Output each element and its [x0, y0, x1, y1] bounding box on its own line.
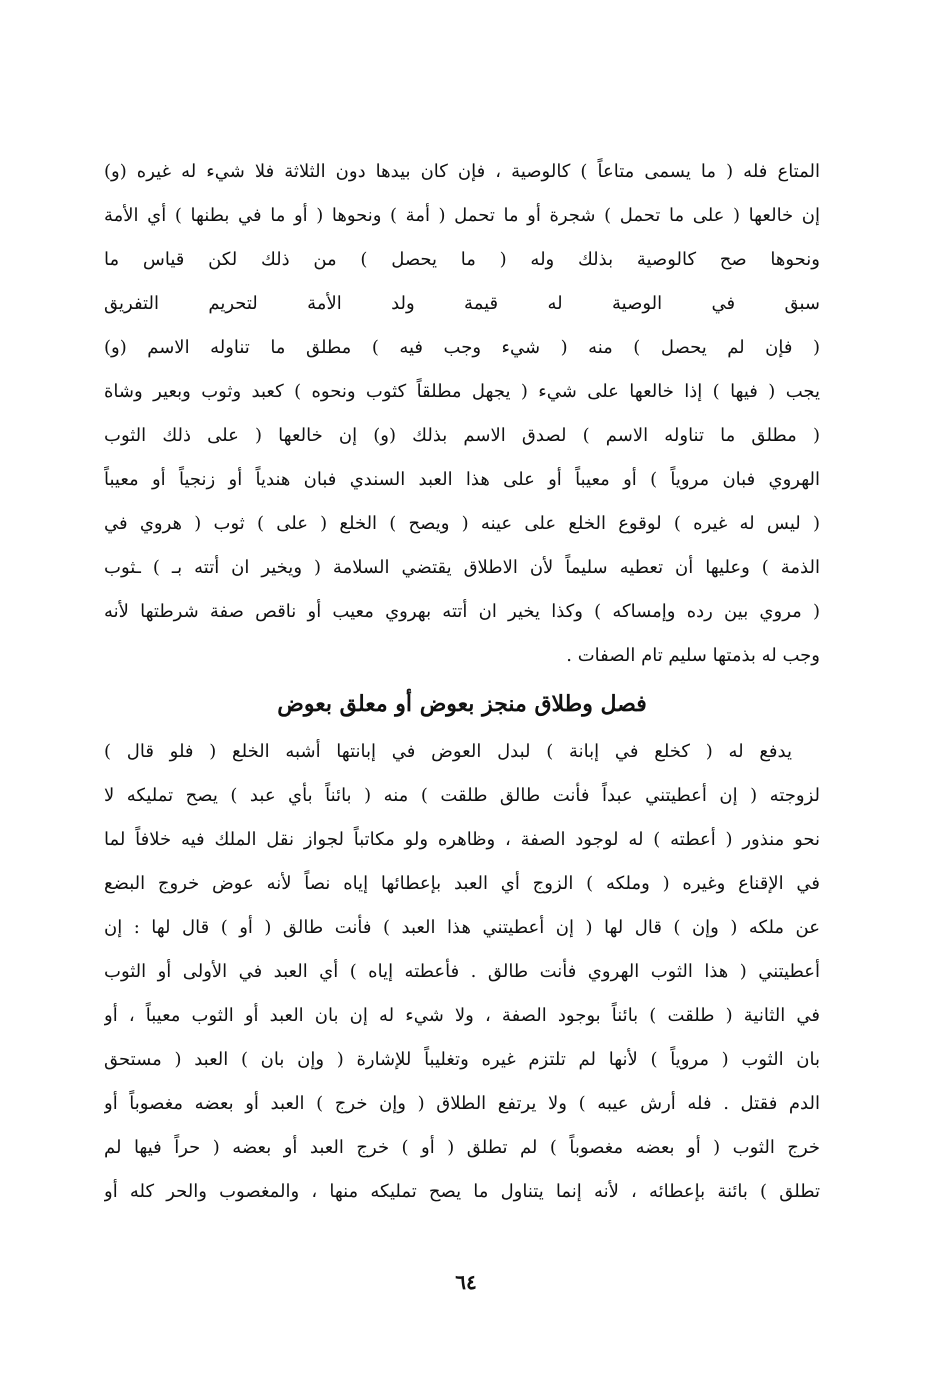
text-line: الذمة ) وعليها أن تعطيه سليماً لأن الاطلاق يقتضي السلامة ( ويخير ان أتته بـ ) ـثوب [104, 557, 820, 578]
text-line: ( مروي بين رده وإمساكه ) وكذا يخير ان أتته بهروي معيب أو ناقص صفة شرطتها لأنه [104, 601, 820, 622]
text-line: أعطيتني ( هذا الثوب الهروي فأنت طالق . فأعطته إياه ) أي العبد في الأولى أو الثوب [104, 961, 820, 982]
text-line: ( مطلق ما تناوله الاسم ) لصدق الاسم بذلك (و) إن خالعها ( على ذلك الثوب [104, 425, 820, 446]
text-line: المتاع فله ( ما يسمى متاعاً ) كالوصية ، فإن كان بيدها دون الثلاثة فلا شيء له غيره (و) [104, 161, 820, 182]
text-line: خرج الثوب ( أو بعضه مغصوباً ) لم تطلق ( أو ) خرج العبد أو بعضه ( حراً فيها لم [104, 1137, 820, 1158]
text-line: بان الثوب ( مروياً ) لأنها لم تلتزم غيره وتغليباً للإشارة ( وإن بان ) العبد ( مستحق [104, 1049, 820, 1070]
text-line: سبق في الوصية له قيمة ولد الأمة لتحريم التفريق [104, 293, 820, 314]
text-line: نحو منذور ( أعطته ) له لوجود الصفة ، وظاهره ولو مكاتباً لجواز نقل الملك فيه خلافاً لما [104, 829, 820, 850]
text-line: في الثانية ( طلقت ) بائناً بوجود الصفة ، ولا شيء له إن بان العبد أو الثوب معيباً ، أو [104, 1005, 820, 1026]
text-line: تطلق ) بائنة بإعطائه ، لأنه إنما يتناول ما يصح تمليكه منها ، والمغصوب والحر كله أو [104, 1181, 820, 1202]
text-line: وجب له بذمتها سليم تام الصفات . [566, 645, 820, 666]
text-line: ونحوها صح كالوصية بذلك وله ( ما يحصل ) من ذلك لكن قياس ما [104, 249, 820, 270]
section-2 [104, 730, 820, 1214]
text-line: ( ليس له غيره ) لوقوع الخلع على عينه ( ويصح ) الخلع ( على ) ثوب ( هروي في [104, 513, 820, 534]
text-line: في الإقناع وغيره ( وملكه ) الزوج أي العبد بإعطائها إياه نصاً لأنه عوض خروج البضع [104, 873, 820, 894]
page-number: ٦٤ [455, 1270, 477, 1294]
text-line: الهروي فبان مروياً ) أو معيباً أو على هذا العبد السندي فبان هندياً أو زنجياً أو معيباً [104, 469, 820, 490]
section-heading: فصل وطلاق منجز بعوض أو معلق بعوض [277, 691, 647, 717]
section-1 [104, 150, 820, 678]
text-line: ( فإن لم يحصل ) منه ( شيء وجب فيه ) مطلق ما تناوله الاسم (و) [104, 337, 820, 358]
text-line: عن ملكه ( وإن ) قال لها ( إن أعطيتني هذا العبد ) فأنت طالق ( أو ) قال لها : إن [104, 917, 820, 938]
page-body [104, 150, 820, 1214]
text-line: الدم فقتل . فله أرش عيبه ) ولا يرتفع الطلاق ( وإن خرج ) العبد أو بعضه مغصوباً أو [104, 1093, 820, 1114]
text-line: يجب ( فيها ) إذا خالعها على شيء ( يجهل مطلقاً كثوب ونحوه ) كعبد وثوب وبعير وشاة [104, 381, 820, 402]
text-line: لزوجته ( إن أعطيتني عبداً فأنت طالق طلقت ) منه ( بائناً بأي عبد ) يصح تمليكه لا [104, 785, 820, 806]
text-line: يدفع له ( كخلع في إبانة ) لبدل العوض في إبانتها أشبه الخلع ( فلو قال ) [104, 741, 792, 762]
text-line: إن خالعها ( على ما تحمل ) شجرة أو ما تحمل ( أمة ) ونحوها ( أو ما في بطنها ) أي الأمة [104, 205, 820, 226]
